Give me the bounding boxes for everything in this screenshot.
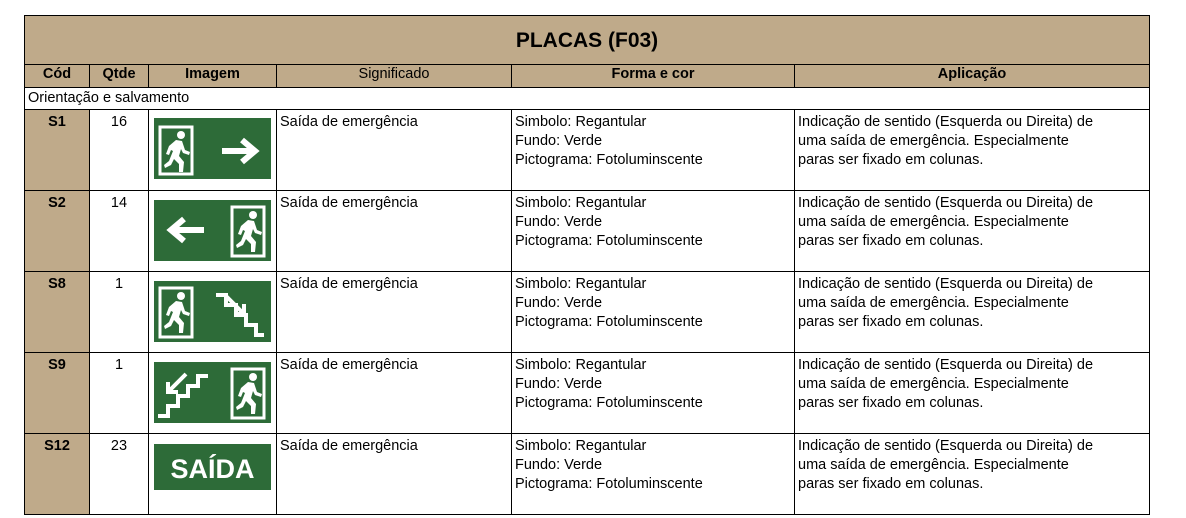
cell-aplicacao: Indicação de sentido (Esquerda ou Direita) de uma saída de emergência. Especialmente paras ser fixado em colunas. [795,353,1150,434]
exit-stairs-up-icon [154,362,271,423]
cell-significado: Saída de emergência [277,434,512,515]
exit-right-arrow-icon [154,118,271,179]
table-row [25,434,1150,515]
cell-forma: Simbolo: Regantular Fundo: Verde Pictograma: Fotoluminscente [512,353,795,434]
cell-forma: Simbolo: Regantular Fundo: Verde Pictograma: Fotoluminscente [512,434,795,515]
cell-cod: S1 [25,110,90,191]
cell-qtde: 16 [90,110,149,191]
col-header-cod: Cód [25,65,90,88]
cell-aplicacao: Indicação de sentido (Esquerda ou Direita) de uma saída de emergência. Especialmente paras ser fixado em colunas. [795,191,1150,272]
table-title: PLACAS (F03) [25,16,1150,65]
table-row [25,353,1150,434]
col-header-qtde: Qtde [90,65,149,88]
saida-sign-text: SAÍDA [170,454,255,484]
cell-aplicacao: Indicação de sentido (Esquerda ou Direita) de uma saída de emergência. Especialmente paras ser fixado em colunas. [795,272,1150,353]
cell-qtde: 23 [90,434,149,515]
col-header-significado: Significado [277,65,512,88]
exit-left-arrow-icon [154,200,271,261]
cell-significado: Saída de emergência [277,353,512,434]
table-row [25,272,1150,353]
cell-cod: S8 [25,272,90,353]
cell-forma: Simbolo: Regantular Fundo: Verde Pictograma: Fotoluminscente [512,272,795,353]
cell-significado: Saída de emergência [277,272,512,353]
cell-imagem [149,191,277,272]
placas-table [24,15,1150,515]
saida-text-sign-icon [154,444,271,490]
cell-forma: Simbolo: Regantular Fundo: Verde Pictograma: Fotoluminscente [512,110,795,191]
cell-qtde: 1 [90,353,149,434]
col-header-forma: Forma e cor [512,65,795,88]
cell-imagem [149,434,277,515]
cell-cod: S9 [25,353,90,434]
col-header-aplicacao: Aplicação [795,65,1150,88]
cell-imagem [149,110,277,191]
exit-stairs-down-icon [154,281,271,342]
table-row [25,110,1150,191]
cell-aplicacao: Indicação de sentido (Esquerda ou Direita) de uma saída de emergência. Especialmente paras ser fixado em colunas. [795,110,1150,191]
cell-significado: Saída de emergência [277,191,512,272]
cell-significado: Saída de emergência [277,110,512,191]
cell-cod: S12 [25,434,90,515]
cell-imagem [149,353,277,434]
cell-qtde: 14 [90,191,149,272]
section-label: Orientação e salvamento [25,88,1150,110]
col-header-imagem: Imagem [149,65,277,88]
cell-qtde: 1 [90,272,149,353]
cell-cod: S2 [25,191,90,272]
cell-imagem [149,272,277,353]
cell-forma: Simbolo: Regantular Fundo: Verde Pictograma: Fotoluminscente [512,191,795,272]
cell-aplicacao: Indicação de sentido (Esquerda ou Direita) de uma saída de emergência. Especialmente paras ser fixado em colunas. [795,434,1150,515]
table-row [25,191,1150,272]
